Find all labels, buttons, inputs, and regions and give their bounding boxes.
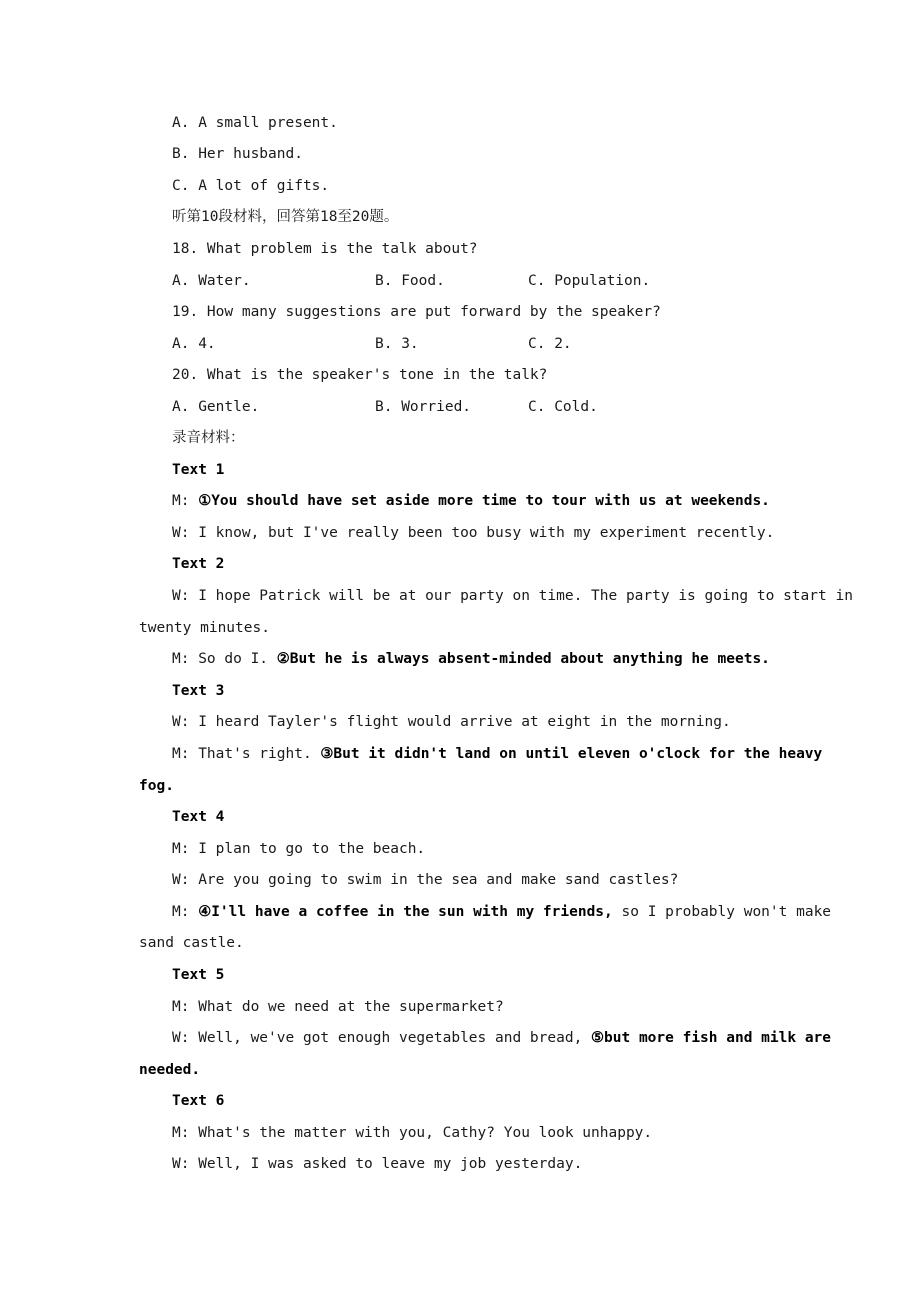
text1-key-sentence: ①You should have set aside more time to tour with us at weekends. — [198, 493, 770, 509]
text4-line3-cont: sand castle. — [139, 935, 244, 951]
text4-line3-rest: so I probably won't make — [612, 904, 832, 920]
q19-option-c: C. 2. — [528, 336, 572, 352]
text4-line3 — [172, 902, 831, 922]
text3-line2 — [172, 744, 822, 764]
section-instruction: 听第10段材料，回答第18至20题。 — [172, 209, 399, 225]
q19-option-a: A. 4. — [172, 336, 216, 352]
text6-line2: W: Well, I was asked to leave my job yesterday. — [172, 1156, 583, 1172]
text3-line1: W: I heard Tayler's flight would arrive at eight in the morning. — [172, 714, 731, 730]
text6-line1: M: What's the matter with you, Cathy? You look unhappy. — [172, 1125, 653, 1141]
text6-title: Text 6 — [172, 1093, 225, 1109]
text4-line2: W: Are you going to swim in the sea and make sand castles? — [172, 872, 679, 888]
text3-line2-cont: fog. — [139, 778, 174, 794]
q18-options — [172, 271, 772, 291]
text2-line2-plain: M: So do I. — [172, 651, 277, 667]
q18-option-b: B. Food. — [375, 273, 445, 289]
q19-option-b: B. 3. — [375, 336, 419, 352]
text3-key-sentence: ③But it didn't land on until eleven o'clock for the heavy — [320, 746, 823, 762]
speaker-tag: M: — [172, 904, 199, 920]
text4-line1: M: I plan to go to the beach. — [172, 841, 426, 857]
q20-option-a: A. Gentle. — [172, 399, 260, 415]
q20-option-c: C. Cold. — [528, 399, 598, 415]
text1-line2: W: I know, but I've really been too busy with my experiment recently. — [172, 525, 775, 541]
q18-option-c: C. Population. — [528, 273, 651, 289]
text5-key-sentence: ⑤but more fish and milk are — [591, 1030, 832, 1046]
q20-options — [172, 397, 772, 417]
text4-key-sentence: ④I'll have a coffee in the sun with my friends, — [198, 904, 613, 920]
text1-line1 — [172, 491, 770, 511]
q18-option-a: A. Water. — [172, 273, 251, 289]
text2-line1: W: I hope Patrick will be at our party on time. The party is going to start in — [172, 588, 853, 604]
speaker-tag: M: — [172, 493, 199, 509]
transcript-label: 录音材料： — [172, 430, 245, 446]
text5-title: Text 5 — [172, 967, 225, 983]
text5-line1: M: What do we need at the supermarket? — [172, 999, 504, 1015]
text5-line2-cont: needed. — [139, 1062, 201, 1078]
text3-line2-plain: M: That's right. — [172, 746, 321, 762]
text1-title: Text 1 — [172, 462, 225, 478]
q17-option-a: A. A small present. — [172, 115, 338, 131]
text2-line1-cont: twenty minutes. — [139, 620, 270, 636]
text4-title: Text 4 — [172, 809, 225, 825]
q19-question: 19. How many suggestions are put forward by the speaker? — [172, 304, 661, 320]
q20-option-b: B. Worried. — [375, 399, 472, 415]
q17-option-c: C. A lot of gifts. — [172, 178, 330, 194]
text2-line2 — [172, 649, 770, 669]
text5-line2-plain: W: Well, we've got enough vegetables and bread, — [172, 1030, 592, 1046]
q19-options — [172, 334, 772, 354]
text3-title: Text 3 — [172, 683, 225, 699]
q18-question: 18. What problem is the talk about? — [172, 241, 478, 257]
text2-key-sentence: ②But he is always absent-minded about anything he meets. — [276, 651, 770, 667]
text5-line2 — [172, 1028, 831, 1048]
q20-question: 20. What is the speaker's tone in the talk? — [172, 367, 548, 383]
text2-title: Text 2 — [172, 556, 225, 572]
q17-option-b: B. Her husband. — [172, 146, 303, 162]
